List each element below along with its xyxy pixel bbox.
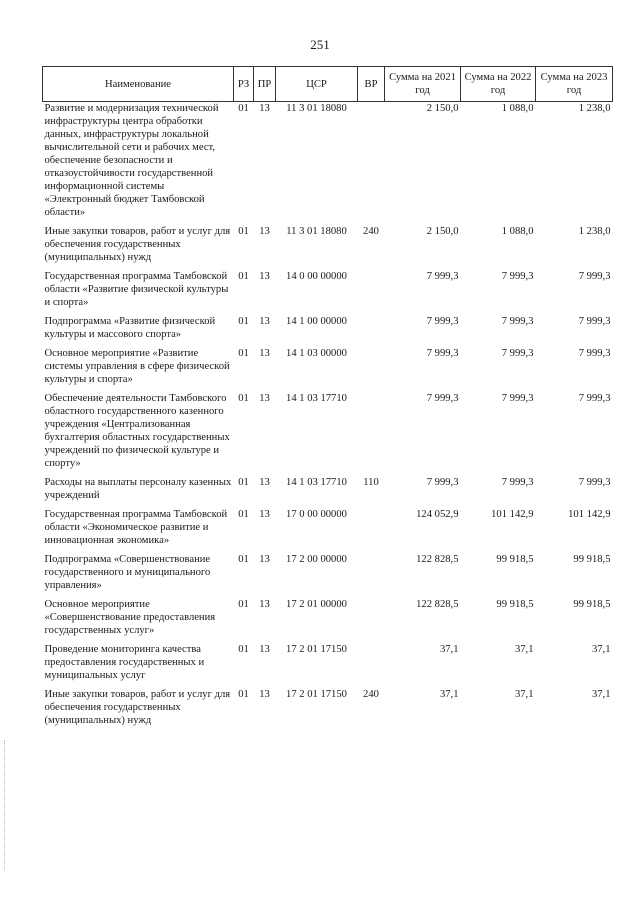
page-number: 251 <box>310 37 330 52</box>
column-header-name: Наименование <box>43 67 234 102</box>
row-sum-2023: 99 918,5 <box>573 599 611 610</box>
row-pr: 13 <box>259 689 270 700</box>
table-row <box>43 553 613 598</box>
table-row <box>43 102 613 226</box>
row-name: Иные закупки товаров, работ и услуг для обеспечения государственных (муниципальных) нужд <box>44 226 231 263</box>
table-row <box>43 476 613 508</box>
table-row <box>43 225 613 270</box>
row-pr: 13 <box>259 509 270 520</box>
row-pr: 13 <box>259 316 270 327</box>
row-vr <box>358 270 385 315</box>
row-csr: 14 1 03 17710 <box>286 477 347 488</box>
table-row <box>43 643 613 688</box>
row-sum-2022: 99 918,5 <box>496 599 534 610</box>
row-sum-2022: 37,1 <box>514 689 534 700</box>
row-name: Развитие и модернизация технической инфраструктуры центра обработки данных, инфраструктуры локальной вычислительной сети и рабочих мест, обеспечение безопасности и отказоустойчивости государственной информационной системы «Электронный бюджет Тамбовской области» <box>44 103 219 218</box>
row-csr: 14 1 00 00000 <box>286 316 347 327</box>
table-row <box>43 392 613 476</box>
row-csr: 17 2 00 00000 <box>286 554 347 565</box>
row-sum-2023: 37,1 <box>591 689 611 700</box>
row-rz: 01 <box>238 644 249 655</box>
row-csr: 14 0 00 00000 <box>286 271 347 282</box>
row-sum-2023: 7 999,3 <box>578 271 611 282</box>
row-sum-2021: 7 999,3 <box>426 348 459 359</box>
table-row <box>43 508 613 553</box>
row-sum-2022: 7 999,3 <box>501 316 534 327</box>
row-pr: 13 <box>259 393 270 404</box>
column-header-pr: ПР <box>254 67 276 102</box>
row-sum-2021: 122 828,5 <box>416 599 459 610</box>
row-vr <box>358 315 385 347</box>
table-header-row <box>43 67 613 102</box>
row-csr: 17 2 01 17150 <box>286 644 347 655</box>
row-sum-2022: 1 088,0 <box>501 103 534 114</box>
row-vr <box>358 598 385 643</box>
row-pr: 13 <box>259 644 270 655</box>
row-pr: 13 <box>259 477 270 488</box>
table-row <box>43 315 613 347</box>
row-name: Обеспечение деятельности Тамбовского областного государственного казенного учреждения «Централизованная бухгалтерия областных государственных учреждений по физической культуре и спорту» <box>44 393 230 469</box>
table-row <box>43 598 613 643</box>
row-sum-2021: 2 150,0 <box>426 103 459 114</box>
row-rz: 01 <box>238 477 249 488</box>
row-sum-2023: 37,1 <box>591 644 611 655</box>
row-sum-2022: 7 999,3 <box>501 393 534 404</box>
row-sum-2021: 7 999,3 <box>426 316 459 327</box>
row-rz: 01 <box>238 103 249 114</box>
row-vr <box>358 102 385 226</box>
row-vr: 240 <box>363 226 379 237</box>
row-name: Иные закупки товаров, работ и услуг для обеспечения государственных (муниципальных) нужд <box>44 689 231 726</box>
table-row <box>43 347 613 392</box>
row-rz: 01 <box>238 509 249 520</box>
row-vr <box>358 553 385 598</box>
row-rz: 01 <box>238 348 249 359</box>
row-pr: 13 <box>259 226 270 237</box>
row-rz: 01 <box>238 316 249 327</box>
row-sum-2023: 7 999,3 <box>578 393 611 404</box>
column-header-csr: ЦСР <box>276 67 358 102</box>
row-rz: 01 <box>238 599 249 610</box>
row-sum-2023: 1 238,0 <box>578 226 611 237</box>
row-csr: 14 1 03 00000 <box>286 348 347 359</box>
row-csr: 17 0 00 00000 <box>286 509 347 520</box>
row-sum-2023: 1 238,0 <box>578 103 611 114</box>
row-csr: 17 2 01 17150 <box>286 689 347 700</box>
row-sum-2023: 7 999,3 <box>578 316 611 327</box>
column-header-rz: РЗ <box>234 67 254 102</box>
row-pr: 13 <box>259 348 270 359</box>
row-sum-2021: 7 999,3 <box>426 393 459 404</box>
row-name: Подпрограмма «Совершенствование государственного и муниципального управления» <box>44 554 211 591</box>
row-sum-2021: 2 150,0 <box>426 226 459 237</box>
row-rz: 01 <box>238 554 249 565</box>
row-sum-2021: 124 052,9 <box>416 509 459 520</box>
row-name: Подпрограмма «Развитие физической культуры и массового спорта» <box>44 316 216 340</box>
row-sum-2023: 7 999,3 <box>578 477 611 488</box>
row-name: Государственная программа Тамбовской области «Развитие физической культуры и спорта» <box>44 271 229 308</box>
row-sum-2021: 37,1 <box>439 689 459 700</box>
row-sum-2022: 7 999,3 <box>501 271 534 282</box>
row-sum-2022: 101 142,9 <box>491 509 534 520</box>
row-rz: 01 <box>238 271 249 282</box>
row-name: Расходы на выплаты персоналу казенных учреждений <box>44 477 232 501</box>
row-csr: 17 2 01 00000 <box>286 599 347 610</box>
row-sum-2023: 99 918,5 <box>573 554 611 565</box>
row-sum-2023: 7 999,3 <box>578 348 611 359</box>
row-sum-2023: 101 142,9 <box>568 509 611 520</box>
row-vr: 110 <box>363 477 379 488</box>
row-rz: 01 <box>238 226 249 237</box>
row-pr: 13 <box>259 271 270 282</box>
row-pr: 13 <box>259 103 270 114</box>
column-header-sum-2021: Сумма на 2021 год <box>385 67 461 102</box>
row-csr: 11 3 01 18080 <box>286 103 347 114</box>
row-sum-2022: 7 999,3 <box>501 348 534 359</box>
scan-margin-dots <box>4 740 7 870</box>
column-header-sum-2023: Сумма на 2023 год <box>536 67 613 102</box>
row-csr: 14 1 03 17710 <box>286 393 347 404</box>
row-vr: 240 <box>363 689 379 700</box>
row-sum-2021: 122 828,5 <box>416 554 459 565</box>
row-vr <box>358 347 385 392</box>
row-sum-2021: 7 999,3 <box>426 271 459 282</box>
row-sum-2022: 1 088,0 <box>501 226 534 237</box>
row-vr <box>358 643 385 688</box>
row-vr <box>358 392 385 476</box>
row-sum-2022: 37,1 <box>514 644 534 655</box>
row-name: Основное мероприятие «Совершенствование предоставления государственных услуг» <box>44 599 216 636</box>
row-sum-2021: 7 999,3 <box>426 477 459 488</box>
budget-table <box>42 66 613 733</box>
row-pr: 13 <box>259 599 270 610</box>
row-sum-2021: 37,1 <box>439 644 459 655</box>
table-row <box>43 270 613 315</box>
row-name: Государственная программа Тамбовской области «Экономическое развитие и инновационная экономика» <box>44 509 228 546</box>
row-sum-2022: 7 999,3 <box>501 477 534 488</box>
row-name: Основное мероприятие «Развитие системы управления в сфере физической культуры и спорта» <box>44 348 230 385</box>
row-vr <box>358 508 385 553</box>
row-csr: 11 3 01 18080 <box>286 226 347 237</box>
row-rz: 01 <box>238 393 249 404</box>
column-header-vr: ВР <box>358 67 385 102</box>
column-header-sum-2022: Сумма на 2022 год <box>461 67 536 102</box>
row-rz: 01 <box>238 689 249 700</box>
row-name: Проведение мониторинга качества предоставления государственных и муниципальных услуг <box>44 644 205 681</box>
row-sum-2022: 99 918,5 <box>496 554 534 565</box>
table-row <box>43 688 613 733</box>
row-pr: 13 <box>259 554 270 565</box>
